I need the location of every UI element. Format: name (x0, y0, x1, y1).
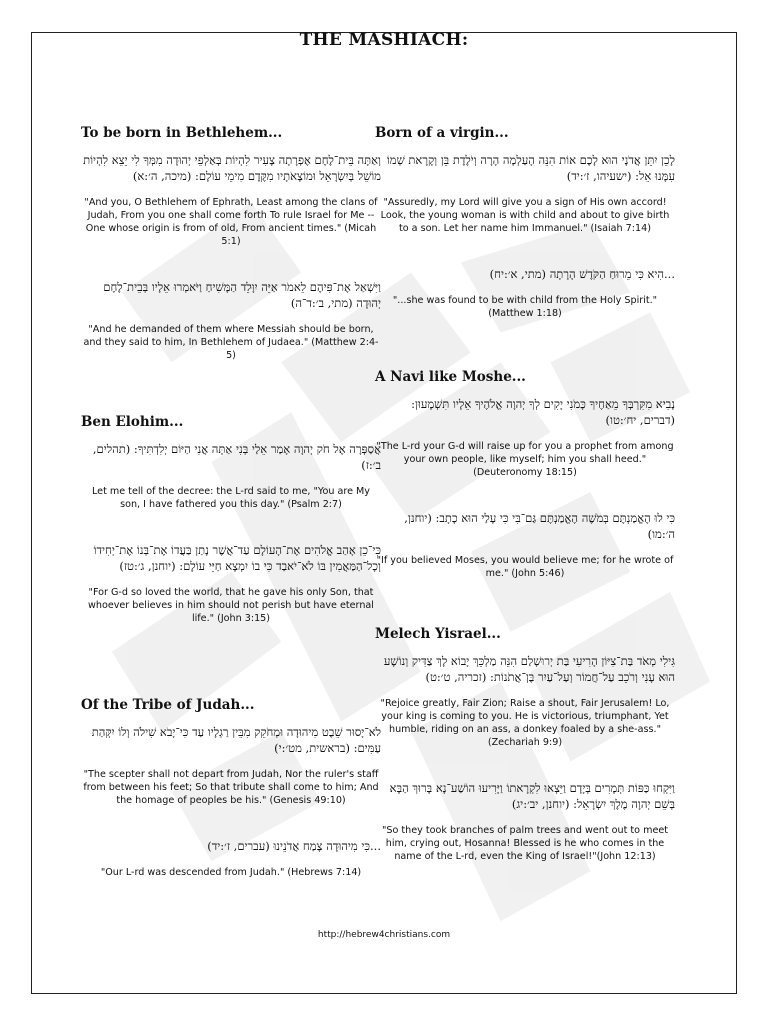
english-verse: "The scepter shall not depart from Judah, Nor the ruler's staff from between his feet; So that tribute shall come to him; And the homage of peoples be his." (Genesis 49:10) (83, 769, 379, 806)
section-heading: Ben Elohim... (81, 414, 184, 430)
english-verse: "And you, O Bethlehem of Ephrath, Least among the clans of Judah, From you one shall come forth To rule Israel for Me -- One whose origin is from of old, From ancient times." (Micah 5:1) (84, 197, 378, 247)
english-verse: "If you believed Moses, you would believe me; for he wrote of me." (John 5:46) (376, 555, 674, 579)
section-bethlehem (81, 125, 381, 362)
english-verse: Let me tell of the decree: the L-rd said to me, "You are My son, I have fathered you this day." (Psalm 2:7) (92, 486, 370, 510)
section-ben-elohim (81, 414, 381, 625)
hebrew-verse: כִּי־כֵן אָהַב אֱלֹהִים אֶת־הָעוֹלָם עַד־אֲשֶׁר נָתַן בַּעֲדוֹ אֶת־בְּנוֹ אֶת־יְחִידוֹ וְכָל־הַמַּאֲמִין בּוֹ לֹא־יֹאבַד כִּי בוֹ יִמְצָא חַיֵּי עוֹלָם: (יוחנן, ג׳:טז) (93, 543, 381, 573)
section-heading: To be born in Bethlehem... (81, 125, 283, 141)
page-title: THE MASHIACH: (299, 30, 469, 50)
english-verse: "Rejoice greatly, Fair Zion; Raise a shout, Fair Jerusalem! Lo, your king is coming to you. He is victorious, triumphant, Yet humble, riding on an ass, a donkey foaled by a she-ass." (Zechariah 9:9) (380, 698, 670, 748)
hebrew-verse: לָכֵן יִתֵּן אֲדֹנָי הוּא לָכֶם אוֹת הִנֵּה הָעַלְמָה הָרָה וְיֹלֶדֶת בֵּן וְקָרָאת שְׁמוֹ עִמָּנוּ אֵל: (ישעיהו, ז׳:יד) (386, 153, 675, 183)
section-tribe-of-judah (81, 697, 381, 879)
section-born-of-virgin (375, 125, 675, 320)
section-heading: Born of a virgin... (375, 125, 509, 141)
footer-url[interactable]: http://hebrew4christians.com (317, 930, 451, 940)
hebrew-verse: ...הִיא כִּי מֵרוּחַ הַקֹּדֶשׁ הָרָתָה (מתי, א׳:יח) (489, 267, 675, 281)
hebrew-verse: וַיִּשְׁאַל אֶת־פִּיהֶם לֵאמֹר אַיֵּה יִוָּלֵד הַמָּשִׁיחַ וַיֹּאמְרוּ אֵלָיו בְּבֵית־לֶחֶם יְהוּדָה (מתי, ב׳:ד־ה) (103, 280, 381, 310)
hebrew-verse: וַיִּקְחוּ כַּפּוֹת תְּמָרִים בְּיָדָם וַיֵּצְאוּ לִקְרָאתוֹ וַיָּרִיעוּ הוֹשַׁע־נָא בָּרוּךְ הַבָּא בְּשֵׁם יְהוָה מֶלֶךְ יִשְׂרָאֵל: (יוחנן, יב׳:יג) (389, 781, 675, 811)
english-verse: "...she was found to be with child from the Holy Spirit." (Matthew 1:18) (392, 295, 658, 319)
section-heading: Of the Tribe of Judah... (81, 697, 255, 713)
english-verse: "Assuredly, my Lord will give you a sign of His own accord! Look, the young woman is with child and about to give birth to a son. Let her name him Immanuel." (Isaiah 7:14) (380, 197, 670, 234)
english-verse: "The L-rd your G-d will raise up for you a prophet from among your own people, like myself; him you shall heed." (Deuteronomy 18:15) (376, 441, 674, 478)
hebrew-verse: וְאַתָּה בֵּית־לֶחֶם אֶפְרָתָה צָעִיר לִהְיוֹת בְּאַלְפֵי יְהוּדָה מִמְּךָ לִי יֵצֵא לִהְיוֹת מוֹשֵׁל בְּיִשְׂרָאֵל וּמוֹצָאֹתָיו מִקֶּדֶם מִימֵי עוֹלָם: (מיכה, ה׳:א) (83, 153, 381, 183)
english-verse: "For G-d so loved the world, that he gave his only Son, that whoever believes in him should not perish but have eternal life." (John 3:15) (88, 587, 374, 624)
hebrew-verse: אֲסַפְּרָה אֶל חֹק יְהוָה אָמַר אֵלַי בְּנִי אַתָּה אֲנִי הַיּוֹם יְלִדְתִּיךָ: (תהלים, ב׳:ז) (92, 442, 381, 472)
hebrew-verse: כִּי לוּ הֶאֱמַנְתֶּם בְּמֹשֶׁה הֶאֱמַנְתֶּם גַּם־בִּי כִּי עָלַי הוּא כָתָב: (יוחנן, ה׳:מו) (404, 511, 675, 541)
hebrew-verse: גִּילִי מְאֹד בַּת־צִיּוֹן הָרִיעִי בַּת יְרוּשָׁלַם הִנֵּה מַלְכֵּךְ יָבוֹא לָךְ צַדִּיק וְנוֹשָׁע הוּא עָנִי וְרֹכֵב עַל־חֲמוֹר וְעַל־עַיִר בֶּן־אֲתֹנוֹת: (זכריה, ט׳:ט) (383, 654, 675, 684)
section-heading: A Navi like Moshe... (375, 369, 526, 385)
hebrew-verse: ...כִּי מִיהוּדָה צָמַח אֲדֹנֵינוּ (עברים, ז׳:יד) (207, 839, 381, 853)
hebrew-verse: נָבִיא מִקִּרְבְּךָ מֵאַחֶיךָ כָּמֹנִי יָקִים לְךָ יְהוָה אֱלֹהֶיךָ אֵלָיו תִּשְׁמָעוּן: (דברים, יח׳:טו) (411, 397, 675, 427)
section-melech-yisrael (375, 626, 675, 863)
english-verse: "So they took branches of palm trees and went out to meet him, crying out, Hosanna! Blessed is he who comes in the name of the L-rd, even the King of Israel!"(John 12:13) (381, 825, 669, 862)
hebrew-verse: לֹא־יָסוּר שֵׁבֶט מִיהוּדָה וּמְחֹקֵק מִבֵּין רַגְלָיו עַד כִּי־יָבֹא שִׁילֹה וְלוֹ יִקְּהַת עַמִּים: (בראשית, מט׳:י) (91, 725, 381, 755)
english-verse: "Our L-rd was descended from Judah." (Hebrews 7:14) (100, 867, 362, 878)
section-heading: Melech Yisrael... (375, 626, 501, 642)
section-navi-like-moshe (375, 369, 675, 580)
english-verse: "And he demanded of them where Messiah should be born, and they said to him, In Bethlehem of Judaea." (Matthew 2:4-5) (83, 324, 379, 361)
